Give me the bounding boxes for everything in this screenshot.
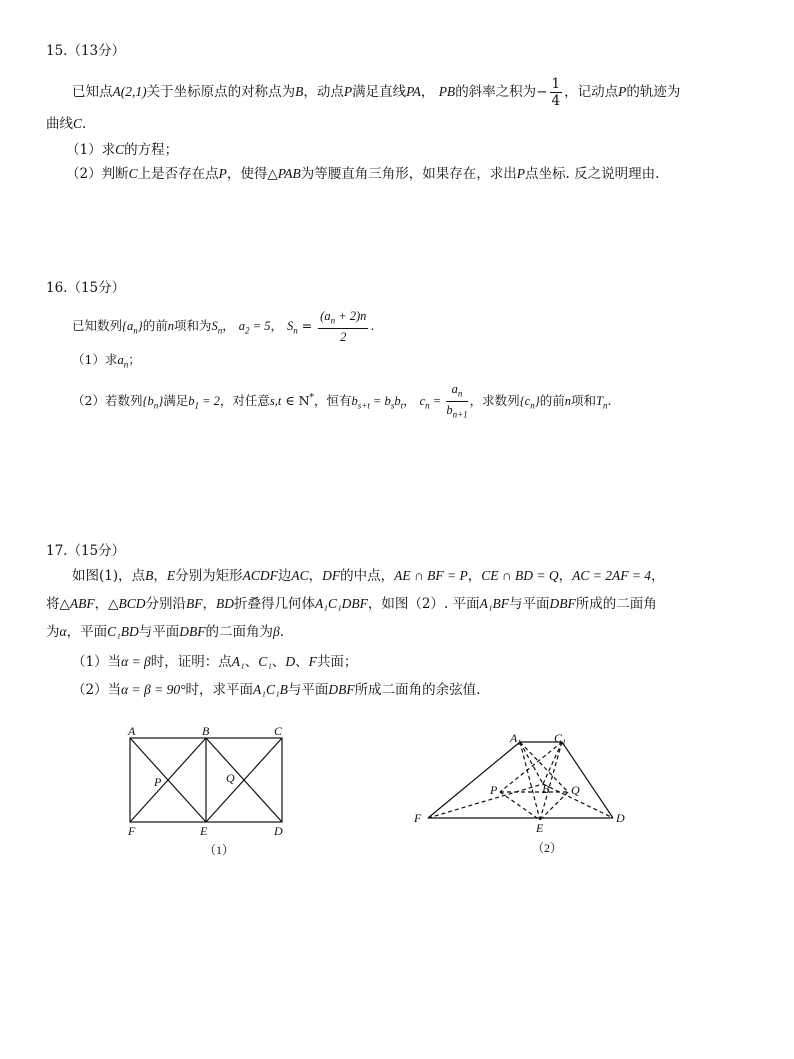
label-C1: $C_1$: [554, 731, 567, 747]
q15-part2: （2）判断C上是否存在点P，使得△PAB为等腰直角三角形，如果存在，求出P点坐标. 反之说明理由.: [66, 166, 660, 182]
q16-header: 16.（15分）: [46, 280, 126, 296]
label-P: P: [154, 775, 162, 789]
label-A1: $A_1$: [510, 731, 522, 747]
label-A: A: [128, 724, 136, 738]
label-E: E: [200, 824, 208, 838]
q17-stem-line2: 将△ABF，△BCD分别沿BF，BD折叠得几何体A₁C₁DBF，如图（2）. 平面A₁BF与平面DBF所成的二面角: [46, 596, 657, 612]
q15-part1: （1）求C的方程；: [66, 142, 179, 158]
label-F: F: [128, 824, 136, 838]
label-C: C: [274, 724, 283, 738]
q17-part2: （2）当α = β = 90°时，求平面A₁C₁B与平面DBF所成二面角的余弦值.: [72, 682, 481, 698]
q16-stem: 已知数列$\{a_n\}$的前n项和为$S_n$， $a_2 = 5$， $S_n$ = $\frac{(a_n + 2)n}{2}$ .: [72, 308, 375, 345]
figure-2-caption: （2）: [532, 841, 563, 855]
label-F: F: [414, 811, 422, 825]
q16-sn-fraction: $\frac{(a_n + 2)n}{2}$: [320, 308, 367, 345]
label-D: D: [616, 811, 625, 825]
q15-stem-line2: 曲线C.: [46, 116, 87, 132]
label-Q: Q: [571, 783, 580, 797]
q17-part1: （1）当α = β时，证明：点A₁、C₁、D、F共面；: [72, 654, 358, 670]
q15-header: 15.（13分）: [46, 43, 126, 59]
q17-header: 17.（15分）: [46, 543, 126, 559]
figure-1-rectangle: [120, 722, 300, 862]
edge-FB: [428, 784, 543, 818]
label-E: E: [536, 821, 544, 835]
q15-fraction: $\frac{1}{4}$: [551, 76, 561, 109]
q16-part2: （2）若数列$\{b_n\}$满足$b_1 = 2$，对任意s,t ∈ N*，恒有$b_{s+t} = b_sb_t$， $c_n$ = $\frac{a_n}{b_{n+1}}$ ，求数列$\{c_n\}$的前n项和$T_n$.: [72, 378, 611, 418]
edge-PE: [500, 792, 540, 820]
label-D: D: [274, 824, 283, 838]
q15-stem-line1: 已知点A(2,1)关于坐标原点的对称点为B，动点P满足直线PA， PB的斜率之积为− $\frac{1}{4}$ ，记动点P的轨迹为: [72, 76, 681, 109]
figure-1-caption: （1）: [204, 843, 235, 857]
edge-C1D: [562, 742, 613, 818]
figure-2-solid: [410, 726, 640, 861]
label-Q: Q: [226, 771, 235, 785]
label-B: B: [202, 724, 210, 738]
edge-FA1: [428, 742, 520, 818]
q17-stem-line3: 为α，平面C₁BD与平面DBF的二面角为β.: [46, 624, 285, 640]
label-B: B: [542, 782, 550, 796]
q16-cn-fraction: $\frac{a_n}{b_{n+1}}$: [446, 381, 468, 420]
q17-stem-line1: 如图(1)，点B，E分别为矩形ACDF边AC，DF的中点，AE ∩ BF = P，CE ∩ BD = Q，AC = 2AF = 4，: [72, 568, 665, 584]
label-P: P: [490, 783, 498, 797]
q16-part1: （1）求$a_n$；: [72, 352, 141, 370]
